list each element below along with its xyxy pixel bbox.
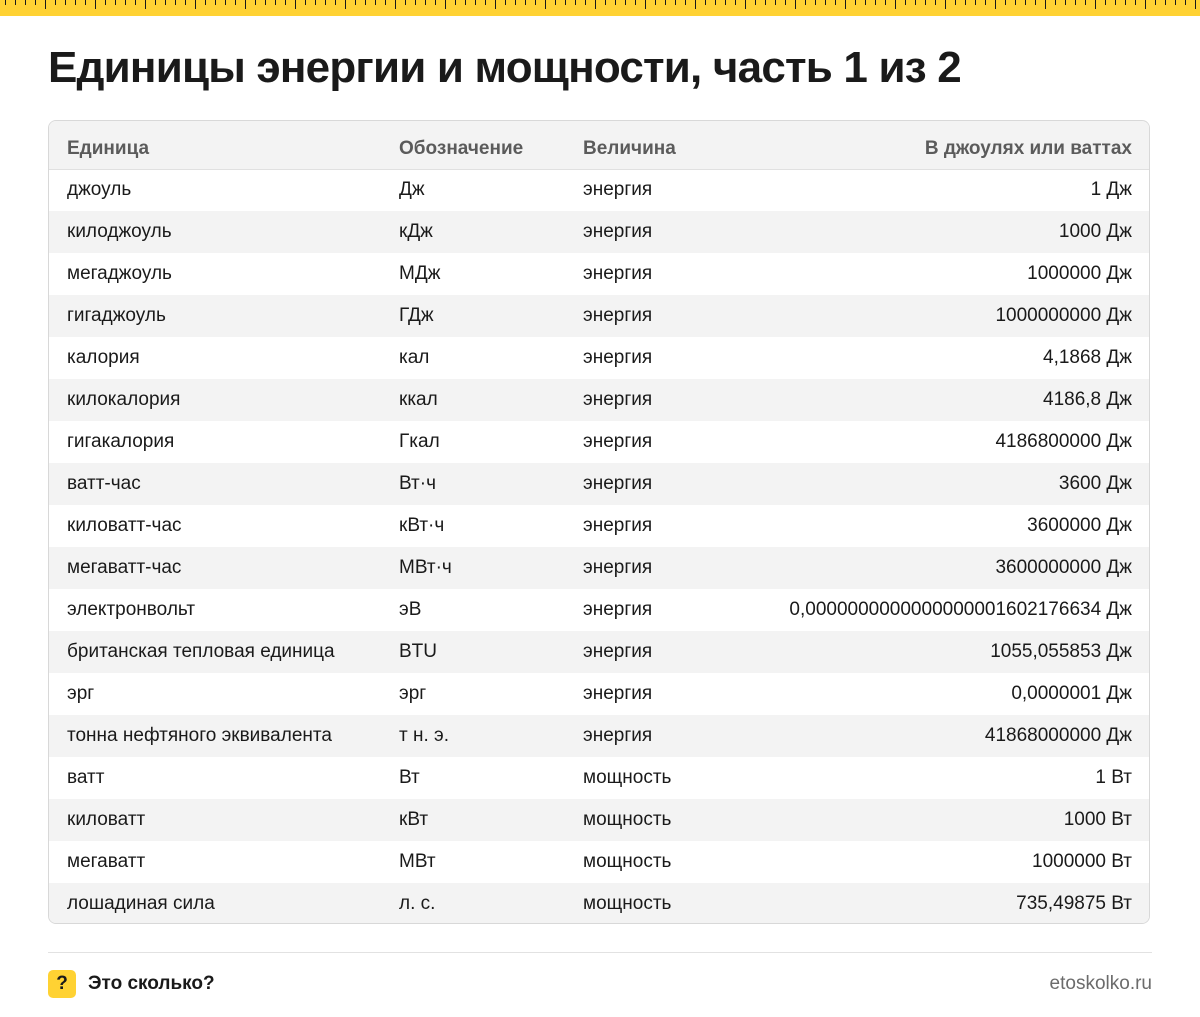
units-table [49, 121, 1149, 924]
cell-unit: джоуль [67, 179, 132, 201]
cell-symbol: кал [399, 347, 430, 368]
column-header-unit: Единица [49, 121, 381, 169]
cell-quantity: энергия [583, 221, 653, 242]
cell-unit: киловатт [67, 809, 146, 830]
cell-symbol: л. с. [399, 893, 436, 914]
cell-quantity: энергия [583, 431, 653, 452]
cell-quantity: энергия [583, 263, 653, 284]
cell-symbol: Дж [399, 179, 425, 201]
cell-symbol: Гкал [399, 431, 440, 452]
cell-quantity: энергия [583, 641, 653, 662]
table-row [49, 631, 1149, 673]
cell-value: 1055,055853 Дж [990, 641, 1132, 662]
table-row [49, 841, 1149, 883]
cell-symbol: кВт [399, 809, 429, 830]
cell-quantity: энергия [583, 347, 653, 368]
cell-quantity: мощность [583, 809, 672, 830]
cell-unit: мегаватт [67, 851, 146, 872]
cell-value: 1 Дж [1090, 179, 1132, 201]
cell-value: 1000000000 Дж [995, 305, 1132, 326]
table-row [49, 421, 1149, 463]
cell-value: 4,1868 Дж [1043, 347, 1132, 368]
cell-symbol: BTU [399, 641, 437, 662]
cell-value: 3600000 Дж [1027, 515, 1132, 536]
cell-value: 1000000 Дж [1027, 263, 1132, 284]
question-mark-icon: ? [48, 970, 76, 998]
cell-value: 1000 Дж [1058, 221, 1132, 242]
cell-quantity: энергия [583, 389, 653, 410]
cell-quantity: энергия [583, 557, 653, 578]
table-row [49, 295, 1149, 337]
cell-value: 4186,8 Дж [1043, 389, 1132, 410]
cell-unit: эрг [67, 683, 95, 704]
table-row [49, 673, 1149, 715]
cell-unit: гигаджоуль [67, 305, 166, 326]
cell-symbol: Вт·ч [399, 473, 436, 494]
cell-symbol: ккал [399, 389, 438, 410]
cell-quantity: мощность [583, 893, 672, 914]
table-row [49, 505, 1149, 547]
ruler-strip [0, 0, 1200, 16]
column-header-value: В джоулях или ваттах [735, 121, 1149, 169]
cell-quantity: энергия [583, 179, 653, 201]
cell-value: 4186800000 Дж [995, 431, 1132, 452]
cell-value: 735,49875 Вт [1016, 893, 1132, 914]
brand-name: Это сколько? [88, 973, 215, 994]
cell-symbol: МВт·ч [399, 557, 452, 578]
cell-quantity: энергия [583, 305, 653, 326]
cell-quantity: энергия [583, 515, 653, 536]
cell-quantity: энергия [583, 473, 653, 494]
table-row [49, 169, 1149, 211]
cell-unit: тонна нефтяного эквивалента [67, 725, 332, 746]
table-row [49, 211, 1149, 253]
page-title: Единицы энергии и мощности, часть 1 из 2 [48, 43, 961, 92]
table-row [49, 547, 1149, 589]
cell-symbol: МДж [399, 263, 441, 284]
cell-unit: калория [67, 347, 140, 368]
table-row [49, 379, 1149, 421]
table-row [49, 337, 1149, 379]
column-header-quantity: Величина [565, 121, 735, 169]
units-table-card [48, 120, 1150, 924]
cell-symbol: эВ [399, 599, 422, 620]
table-body [49, 169, 1149, 924]
cell-value: 1000000 Вт [1032, 851, 1132, 872]
cell-value: 0,0000001 Дж [1011, 683, 1132, 704]
cell-quantity: энергия [583, 683, 653, 704]
cell-value: 0,0000000000000000001602176634 Дж [789, 599, 1132, 620]
table-header-row [49, 121, 1149, 169]
cell-unit: килокалория [67, 389, 181, 410]
cell-unit: килоджоуль [67, 221, 172, 242]
table-row [49, 883, 1149, 924]
column-header-symbol: Обозначение [381, 121, 565, 169]
cell-value: 3600000000 Дж [995, 557, 1132, 578]
cell-value: 41868000000 Дж [984, 725, 1132, 746]
cell-value: 1 Вт [1095, 767, 1132, 788]
cell-quantity: энергия [583, 725, 653, 746]
cell-unit: лошадиная сила [67, 893, 215, 914]
cell-unit: гигакалория [67, 431, 175, 452]
cell-unit: электронвольт [67, 599, 196, 620]
cell-quantity: энергия [583, 599, 653, 620]
cell-value: 1000 Вт [1063, 809, 1132, 830]
table-row [49, 589, 1149, 631]
cell-symbol: кДж [399, 221, 433, 242]
table-row [49, 253, 1149, 295]
cell-symbol: ГДж [399, 305, 434, 326]
cell-quantity: мощность [583, 767, 672, 788]
cell-unit: мегаджоуль [67, 263, 172, 284]
cell-value: 3600 Дж [1058, 473, 1132, 494]
cell-quantity: мощность [583, 851, 672, 872]
cell-symbol: т н. э. [399, 725, 450, 746]
cell-unit: киловатт-час [67, 515, 182, 536]
brand [48, 970, 215, 998]
cell-unit: британская тепловая единица [67, 641, 335, 662]
cell-symbol: кВт·ч [399, 515, 445, 536]
cell-unit: ватт [67, 767, 105, 788]
table-row [49, 715, 1149, 757]
cell-symbol: эрг [399, 683, 427, 704]
cell-symbol: МВт [399, 851, 436, 872]
table-row [49, 799, 1149, 841]
cell-unit: ватт-час [67, 473, 141, 494]
table-row [49, 757, 1149, 799]
cell-unit: мегаватт-час [67, 557, 182, 578]
cell-symbol: Вт [399, 767, 420, 788]
site-link[interactable]: etoskolko.ru [1049, 973, 1152, 994]
table-row [49, 463, 1149, 505]
footer-divider [48, 952, 1152, 953]
